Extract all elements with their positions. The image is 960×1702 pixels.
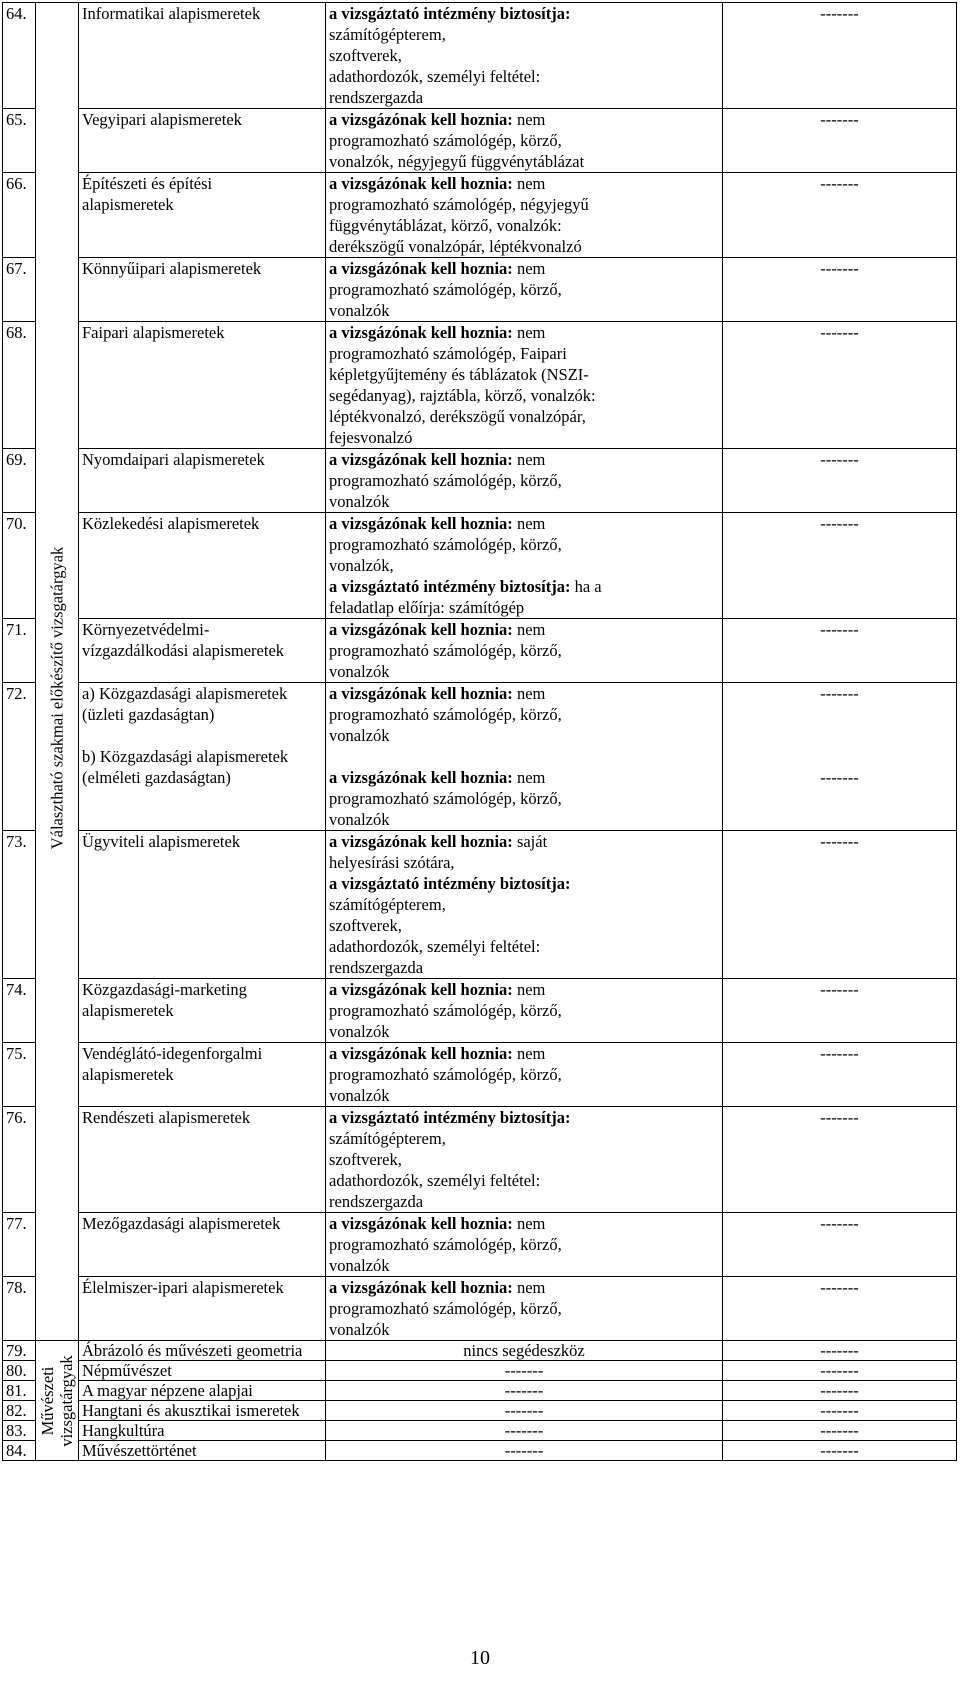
extra-tools: ------- [723, 1401, 957, 1421]
tools-line [329, 1319, 719, 1340]
subject-line: a) Közgazdasági alapismeretek [82, 684, 288, 703]
tools-line [329, 915, 719, 936]
extra-tools: ------- [723, 1341, 957, 1361]
tools-text: nem [512, 1278, 546, 1297]
tools-line [329, 1000, 719, 1021]
tools-text: számítógépterem, [329, 895, 446, 914]
tools-text: programozható számológép, körző, [329, 280, 562, 299]
extra-tools [723, 831, 957, 979]
tools-line [329, 1021, 719, 1042]
tools-line [329, 194, 719, 215]
row-number: 80. [3, 1361, 36, 1381]
page-number: 10 [470, 1647, 490, 1669]
subject-line: Nyomdaipari alapismeretek [82, 450, 265, 469]
table-row [3, 1107, 957, 1213]
row-number: 74. [3, 979, 36, 1043]
subject-name [79, 1107, 326, 1213]
extra-tools [723, 683, 957, 831]
subject-line: Környezetvédelmi- [82, 620, 210, 639]
tools-text: programozható számológép, körző, [329, 535, 562, 554]
subject-line: alapismeretek [82, 1001, 174, 1020]
tools-line [329, 873, 719, 894]
tools-text: programozható számológép, körző, [329, 471, 562, 490]
tools-text: vonalzók, [329, 556, 394, 575]
tools-bold: a vizsgázónak kell hoznia: [329, 1044, 513, 1063]
table-row [3, 1421, 957, 1441]
tools-text: nem [512, 768, 546, 787]
spacer [726, 704, 953, 725]
subject-name [79, 831, 326, 979]
table-row [3, 979, 957, 1043]
tools-line [329, 343, 719, 364]
allowed-tools [326, 449, 723, 513]
tools-text: programozható számológép, körző, [329, 1065, 562, 1084]
extra-value: ------- [820, 110, 859, 129]
subject-line: alapismeretek [82, 195, 174, 214]
tools-line [329, 173, 719, 194]
tools-text: feladatlap előírja: számítógép [329, 598, 525, 617]
extra-value: ------- [820, 323, 859, 342]
table-row [3, 1381, 957, 1401]
tools-text: nem [512, 980, 546, 999]
subject-line: Közlekedési alapismeretek [82, 514, 260, 533]
tools-line [329, 788, 719, 809]
tools-text: nem [512, 450, 546, 469]
extra-tools [723, 258, 957, 322]
extra-tools: ------- [723, 1421, 957, 1441]
tools-line [329, 1234, 719, 1255]
tools-line [329, 936, 719, 957]
tools-text: nem [512, 259, 546, 278]
tools-line [329, 130, 719, 151]
tools-line [329, 513, 719, 534]
tools-line [329, 449, 719, 470]
tools-line [329, 24, 719, 45]
tools-line [329, 491, 719, 512]
tools-text: rendszergazda [329, 1192, 424, 1211]
table-row [3, 449, 957, 513]
subject-line: Informatikai alapismeretek [82, 4, 261, 23]
tools-line [329, 1107, 719, 1128]
tools-bold: a vizsgáztató intézmény biztosítja: [329, 874, 571, 893]
tools-line [329, 364, 719, 385]
row-number: 82. [3, 1401, 36, 1421]
allowed-tools: ------- [326, 1381, 723, 1401]
tools-line [329, 957, 719, 978]
tools-line [329, 45, 719, 66]
table-row [3, 1441, 957, 1461]
tools-text: ha a [570, 577, 602, 596]
tools-line [329, 1277, 719, 1298]
tools-bold: a vizsgázónak kell hoznia: [329, 514, 513, 533]
tools-line [329, 1149, 719, 1170]
row-number: 73. [3, 831, 36, 979]
extra-value: ------- [820, 1108, 859, 1127]
subject-name [79, 322, 326, 449]
row-number: 83. [3, 1421, 36, 1441]
subject-line: Közgazdasági-marketing [82, 980, 247, 999]
subject-line: (elméleti gazdaságtan) [82, 768, 231, 787]
row-number: 78. [3, 1277, 36, 1341]
subject-line: (üzleti gazdaságtan) [82, 705, 215, 724]
tools-text: szoftverek, [329, 1150, 402, 1169]
tools-bold: a vizsgázónak kell hoznia: [329, 980, 513, 999]
subject-line: Ügyviteli alapismeretek [82, 832, 241, 851]
tools-line [329, 661, 719, 682]
table-row [3, 109, 957, 173]
tools-bold: a vizsgázónak kell hoznia: [329, 832, 513, 851]
subject-name: Hangkultúra [79, 1421, 326, 1441]
tools-text: függvénytáblázat, körző, vonalzók: [329, 216, 562, 235]
tools-text: nem [512, 1214, 546, 1233]
tools-line [329, 258, 719, 279]
row-number: 81. [3, 1381, 36, 1401]
extra-tools [723, 3, 957, 109]
tools-line [329, 534, 719, 555]
table-row [3, 1213, 957, 1277]
row-number: 66. [3, 173, 36, 258]
table-row [3, 3, 957, 109]
extra-value: ------- [820, 174, 859, 193]
tools-text: programozható számológép, körző, [329, 705, 562, 724]
allowed-tools [326, 109, 723, 173]
allowed-tools: ------- [326, 1421, 723, 1441]
extra-tools [723, 1213, 957, 1277]
tools-line [329, 746, 719, 767]
extra-value: ------- [820, 980, 859, 999]
tools-line [329, 576, 719, 597]
allowed-tools [326, 258, 723, 322]
extra-value: ------- [820, 1044, 859, 1063]
allowed-tools [326, 322, 723, 449]
row-number: 69. [3, 449, 36, 513]
subject-name [79, 1277, 326, 1341]
tools-bold: a vizsgázónak kell hoznia: [329, 684, 513, 703]
tools-line [329, 1085, 719, 1106]
allowed-tools [326, 979, 723, 1043]
tools-text: képletgyűjtemény és táblázatok (NSZI- [329, 365, 589, 384]
tools-text: léptékvonalzó, derékszögű vonalzópár, [329, 407, 586, 426]
subject-line: Építészeti és építési [82, 174, 213, 193]
tools-line [329, 427, 719, 448]
tools-line [329, 1255, 719, 1276]
subject-name: Hangtani és akusztikai ismeretek [79, 1401, 326, 1421]
subject-name: Népművészet [79, 1361, 326, 1381]
table-row [3, 258, 957, 322]
tools-text: vonalzók, négyjegyű függvénytáblázat [329, 152, 585, 171]
row-number: 72. [3, 683, 36, 831]
subject-name [79, 1043, 326, 1107]
subject-name: Művészettörténet [79, 1441, 326, 1461]
row-number: 71. [3, 619, 36, 683]
tools-bold: a vizsgázónak kell hoznia: [329, 620, 513, 639]
tools-bold: a vizsgázónak kell hoznia: [329, 768, 513, 787]
tools-bold: a vizsgázónak kell hoznia: [329, 450, 513, 469]
row-number: 68. [3, 322, 36, 449]
subject-name: A magyar népzene alapjai [79, 1381, 326, 1401]
tools-text: programozható számológép, Faipari [329, 344, 567, 363]
tools-line [329, 619, 719, 640]
extra-tools [723, 173, 957, 258]
tools-text: derékszögű vonalzópár, léptékvonalzó [329, 237, 582, 256]
allowed-tools [326, 619, 723, 683]
group-label-art-line2: vizsgatárgyak [57, 1354, 76, 1447]
tools-text: adathordozók, személyi feltétel: [329, 67, 541, 86]
extra-value: ------- [820, 514, 859, 533]
extra-tools [723, 1107, 957, 1213]
tools-line [329, 236, 719, 257]
tools-text: programozható számológép, körző, [329, 1235, 562, 1254]
tools-bold: a vizsgáztató intézmény biztosítja: [329, 4, 571, 23]
extra-tools [723, 449, 957, 513]
subject-line [82, 725, 322, 746]
extra-value: ------- [820, 620, 859, 639]
tools-text: fejesvonalzó [329, 428, 413, 447]
allowed-tools [326, 3, 723, 109]
table-row [3, 1277, 957, 1341]
allowed-tools: ------- [326, 1401, 723, 1421]
tools-line [329, 704, 719, 725]
extra-tools [723, 322, 957, 449]
tools-line [329, 640, 719, 661]
row-number: 65. [3, 109, 36, 173]
tools-line [329, 66, 719, 87]
tools-text: saját [512, 832, 548, 851]
tools-bold: a vizsgázónak kell hoznia: [329, 259, 513, 278]
extra-tools [723, 1043, 957, 1107]
tools-text: számítógépterem, [329, 1129, 446, 1148]
group-label-art-line1: Művészeti [38, 1366, 57, 1435]
subject-line: Rendészeti alapismeretek [82, 1108, 251, 1127]
allowed-tools [326, 1043, 723, 1107]
tools-line [329, 1043, 719, 1064]
tools-line [329, 470, 719, 491]
tools-line [329, 109, 719, 130]
group-cell-art [36, 1341, 79, 1461]
extra-value: ------- [820, 1214, 859, 1233]
row-number: 67. [3, 258, 36, 322]
extra-tools: ------- [723, 1381, 957, 1401]
tools-text: programozható számológép, körző, [329, 789, 562, 808]
tools-text: vonalzók [329, 301, 390, 320]
subject-name [79, 979, 326, 1043]
extra-value: ------- [820, 4, 859, 23]
subject-name [79, 513, 326, 619]
tools-line [329, 852, 719, 873]
extra-tools: ------- [723, 1361, 957, 1381]
row-number: 76. [3, 1107, 36, 1213]
table-row [3, 1341, 957, 1361]
subject-name [79, 109, 326, 173]
tools-text: vonalzók [329, 726, 390, 745]
tools-text: vonalzók [329, 662, 390, 681]
tools-line [329, 322, 719, 343]
allowed-tools [326, 173, 723, 258]
tools-bold: a vizsgázónak kell hoznia: [329, 1214, 513, 1233]
group-label-vocational: Választható szakmai előkészítő vizsgatárgyak [47, 546, 67, 850]
subject-line: alapismeretek [82, 1065, 174, 1084]
row-number: 64. [3, 3, 36, 109]
tools-line [329, 406, 719, 427]
extra-tools [723, 979, 957, 1043]
table-row [3, 619, 957, 683]
extra-value: ------- [820, 684, 859, 703]
table-row [3, 322, 957, 449]
tools-text: nem [512, 620, 546, 639]
tools-line [329, 279, 719, 300]
tools-line [329, 87, 719, 108]
tools-text: vonalzók [329, 1320, 390, 1339]
tools-text: programozható számológép, körző, [329, 1001, 562, 1020]
table-row [3, 1401, 957, 1421]
tools-text: nem [512, 174, 546, 193]
tools-text: programozható számológép, négyjegyű [329, 195, 589, 214]
tools-bold: a vizsgáztató intézmény biztosítja: [329, 577, 571, 596]
tools-text: segédanyag), rajztábla, körző, vonalzók: [329, 386, 596, 405]
extra-tools [723, 513, 957, 619]
group-label-art [38, 1355, 76, 1446]
tools-text: rendszergazda [329, 88, 424, 107]
allowed-tools [326, 513, 723, 619]
tools-text: szoftverek, [329, 46, 402, 65]
subject-name [79, 449, 326, 513]
subject-name [79, 173, 326, 258]
subject-line: Faipari alapismeretek [82, 323, 225, 342]
extra-value: ------- [820, 832, 859, 851]
tools-line [329, 151, 719, 172]
tools-line [329, 1064, 719, 1085]
extra-value: ------- [820, 450, 859, 469]
tools-text: szoftverek, [329, 916, 402, 935]
tools-line [329, 1191, 719, 1212]
tools-bold: a vizsgázónak kell hoznia: [329, 110, 513, 129]
subject-name [79, 258, 326, 322]
group-cell-vocational [36, 449, 79, 1341]
tools-bold: a vizsgázónak kell hoznia: [329, 323, 513, 342]
tools-text: számítógépterem, [329, 25, 446, 44]
spacer [726, 725, 953, 746]
allowed-tools: nincs segédeszköz [326, 1341, 723, 1361]
subject-line: b) Közgazdasági alapismeretek [82, 747, 289, 766]
table-row [3, 1043, 957, 1107]
allowed-tools [326, 831, 723, 979]
tools-text: vonalzók [329, 1022, 390, 1041]
extra-value: ------- [820, 259, 859, 278]
subject-line: vízgazdálkodási alapismeretek [82, 641, 285, 660]
extra-tools [723, 619, 957, 683]
tools-text: adathordozók, személyi feltétel: [329, 1171, 541, 1190]
tools-line [329, 3, 719, 24]
tools-line [329, 894, 719, 915]
tools-line [329, 1213, 719, 1234]
spacer [726, 746, 953, 767]
allowed-tools [326, 1107, 723, 1213]
subject-name: Ábrázoló és művészeti geometria [79, 1341, 326, 1361]
tools-line [329, 831, 719, 852]
row-number: 77. [3, 1213, 36, 1277]
row-number: 75. [3, 1043, 36, 1107]
subject-name [79, 1213, 326, 1277]
table-row [3, 683, 957, 831]
tools-text: nem [512, 110, 546, 129]
tools-text: vonalzók [329, 1256, 390, 1275]
row-number: 84. [3, 1441, 36, 1461]
tools-text: programozható számológép, körző, [329, 131, 562, 150]
tools-text: programozható számológép, körző, [329, 1299, 562, 1318]
tools-text: vonalzók [329, 492, 390, 511]
tools-text: adathordozók, személyi feltétel: [329, 937, 541, 956]
subject-line: Vegyipari alapismeretek [82, 110, 242, 129]
table-row [3, 831, 957, 979]
extra-tools [723, 1277, 957, 1341]
tools-line [329, 215, 719, 236]
tools-line [329, 1170, 719, 1191]
tools-line [329, 300, 719, 321]
tools-line [329, 683, 719, 704]
tools-line [329, 597, 719, 618]
allowed-tools [326, 683, 723, 831]
tools-line [329, 809, 719, 830]
extra-value: ------- [820, 768, 859, 787]
table-row [3, 513, 957, 619]
subject-line: Élelmiszer-ipari alapismeretek [82, 1278, 284, 1297]
subject-line: Könnyűipari alapismeretek [82, 259, 262, 278]
allowed-tools [326, 1277, 723, 1341]
group-cell-empty [36, 3, 79, 449]
tools-text: nem [512, 684, 546, 703]
tools-text: nem [512, 514, 546, 533]
tools-text: vonalzók [329, 810, 390, 829]
subject-line: Mezőgazdasági alapismeretek [82, 1214, 281, 1233]
tools-text: vonalzók [329, 1086, 390, 1105]
row-number: 79. [3, 1341, 36, 1361]
tools-text: helyesírási szótára, [329, 853, 455, 872]
tools-line [329, 767, 719, 788]
extra-tools: ------- [723, 1441, 957, 1461]
tools-line [329, 979, 719, 1000]
tools-bold: a vizsgázónak kell hoznia: [329, 1278, 513, 1297]
row-number: 70. [3, 513, 36, 619]
tools-bold: a vizsgázónak kell hoznia: [329, 174, 513, 193]
table-row [3, 173, 957, 258]
tools-text: nem [512, 1044, 546, 1063]
extra-value: ------- [820, 1278, 859, 1297]
subject-name [79, 683, 326, 831]
tools-line [329, 385, 719, 406]
tools-text: nem [512, 323, 546, 342]
tools-text: programozható számológép, körző, [329, 641, 562, 660]
tools-bold: a vizsgáztató intézmény biztosítja: [329, 1108, 571, 1127]
tools-line [329, 555, 719, 576]
exam-tools-table [2, 2, 957, 1461]
tools-line [329, 1298, 719, 1319]
tools-line [329, 1128, 719, 1149]
subject-line: Vendéglátó-idegenforgalmi [82, 1044, 263, 1063]
subject-name [79, 619, 326, 683]
extra-tools [723, 109, 957, 173]
allowed-tools: ------- [326, 1441, 723, 1461]
tools-text: rendszergazda [329, 958, 424, 977]
table-row [3, 1361, 957, 1381]
subject-name [79, 3, 326, 109]
tools-line [329, 725, 719, 746]
allowed-tools: ------- [326, 1361, 723, 1381]
allowed-tools [326, 1213, 723, 1277]
